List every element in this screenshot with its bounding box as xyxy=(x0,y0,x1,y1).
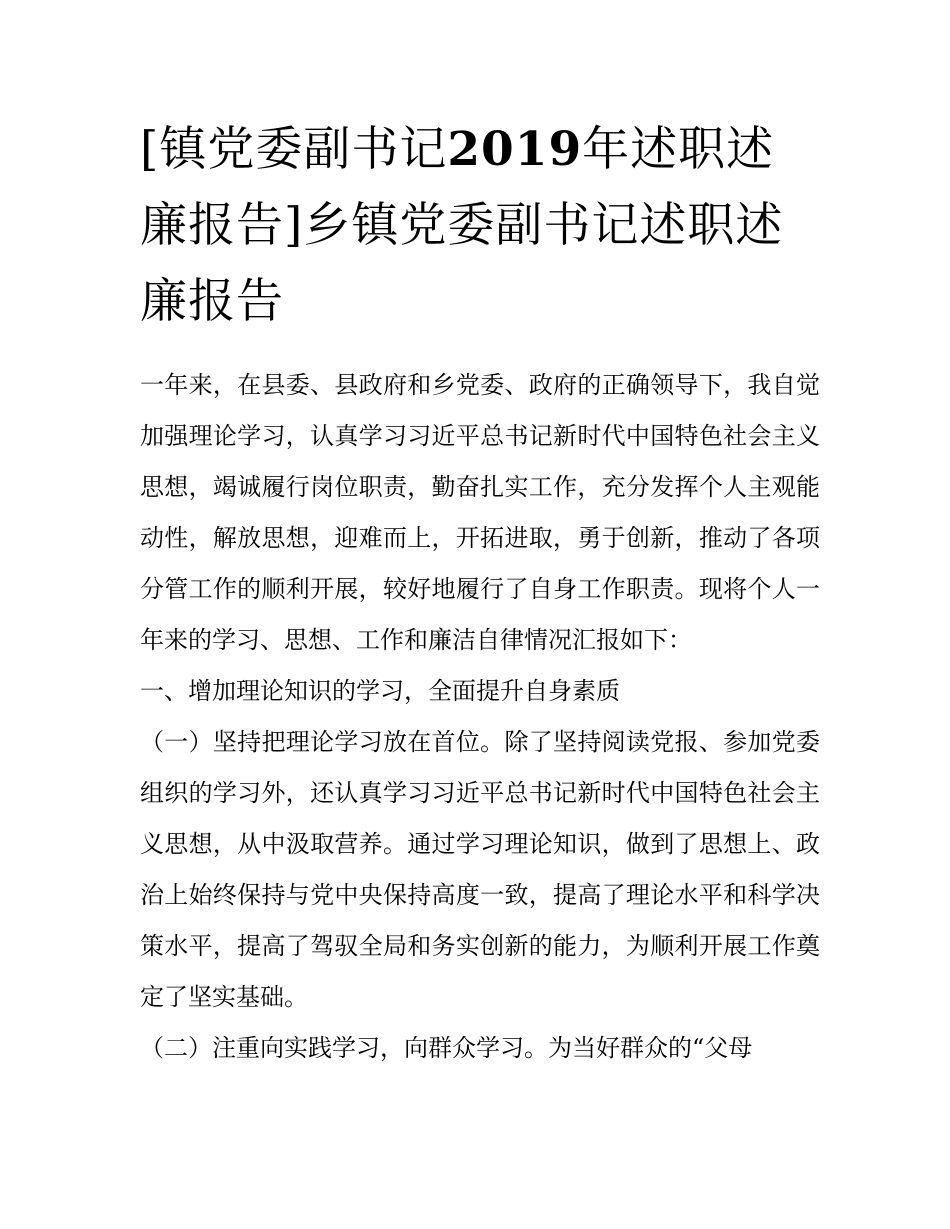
title-part-1: [镇党委副书记 xyxy=(140,122,448,177)
title-part-2: 年述职述廉报告]乡镇党委副书记述职述廉报告 xyxy=(140,122,784,329)
paragraph-intro: 一年来，在县委、县政府和乡党委、政府的正确领导下，我自觉加强理论学习，认真学习习近平总书记新时代中国特色社会主义思想，竭诚履行岗位职责，勤奋扎实工作，充分发挥个人主观能动性，解放思想，迎难而上，开拓进取，勇于创新，推动了各项分管工作的顺利开展，较好地履行了自身工作职责。现将个人一年来的学习、思想、工作和廉洁自律情况汇报如下： xyxy=(140,371,820,654)
section-heading-1: 一、增加理论知识的学习，全面提升自身素质 xyxy=(140,677,620,705)
document-body xyxy=(140,112,820,1074)
title-year: 2019 xyxy=(447,122,583,177)
document-title xyxy=(140,112,820,340)
paragraph-1-2: （二）注重向实践学习，向群众学习。为当好群众的“父母 xyxy=(140,1034,753,1062)
paragraph-1-1: （一）坚持把理论学习放在首位。除了坚持阅读党报、参加党委组织的学习外，还认真学习习近平总书记新时代中国特色社会主义思想，从中汲取营养。通过学习理论知识，做到了思想上、政治上始终保持与党中央保持高度一致，提高了理论水平和科学决策水平，提高了驾驭全局和务实创新的能力，为顺利开展工作奠定了坚实基础。 xyxy=(140,728,820,1011)
